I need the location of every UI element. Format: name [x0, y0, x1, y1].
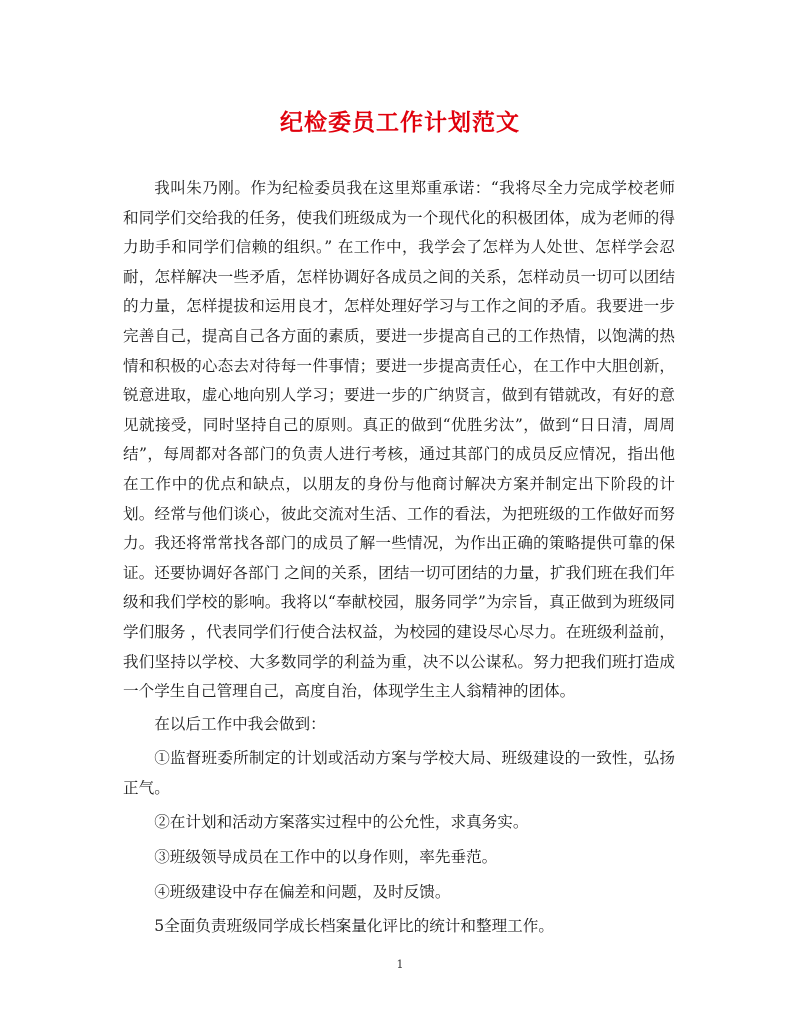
document-body: [123, 174, 675, 942]
list-item-2: ②在计划和活动方案落实过程中的公允性，求真务实。: [154, 813, 529, 832]
paragraph-future-work: 在以后工作中我会做到：: [154, 714, 326, 733]
document-title: 纪检委员工作计划范文: [280, 109, 520, 136]
list-item-4: ④班级建设中存在偏差和问题，及时反馈。: [154, 882, 451, 901]
list-item-5: 5全面负责班级同学成长档案量化评比的统计和整理工作。: [154, 917, 554, 936]
paragraph-intro: 我叫朱乃刚。作为纪检委员我在这里郑重承诺：“我将尽全力完成学校老师和同学们交给我的任务，使我们班级成为一个现代化的积极团体，成为老师的得力助手和同学们信赖的组织。” 在工作中，我学会了怎样为人处世、怎样学会忍耐，怎样解决一些矛盾，怎样协调好各成员之间的关系，怎样动员一切可以团结的力量，怎样提拔和运用良才，怎样处理好学习与工作之间的矛盾。我要进一步完善自己，提高自己各方面的素质，要进一步提高自己的工作热情，以饱满的热情和积极的心态去对待每一件事情；要进一步提高责任心，在工作中大胆创新，锐意进取，虚心地向别人学习；要进一步的广纳贤言，做到有错就改，有好的意见就接受，同时坚持自己的原则。真正的做到“优胜劣汰”，做到“日日清，周周结”，每周都对各部门的负责人进行考核，通过其部门的成员反应情况，指出他在工作中的优点和缺点，以朋友的身份与他商讨解决方案并制定出下阶段的计划。经常与他们谈心，彼此交流对生活、工作的看法，为把班级的工作做好而努力。我还将常常找各部门的成员了解一些情况，为作出正确的策略提供可靠的保证。还要协调好各部门 之间的关系，团结一切可团结的力量，扩我们班在我们年级和我们学校的影响。我将以“奉献校园，服务同学”为宗旨，真正做到为班级同学们服务 ，代表同学们行使合法权益，为校园的建设尽心尽力。在班级利益前，我们坚持以学校、大多数同学的利益为重，决不以公谋私。努力把我们班打造成一个学生自己管理自己，高度自治，体现学生主人翁精神的团体。: [123, 179, 675, 701]
list-item-3: ③班级领导成员在工作中的以身作则，率先垂范。: [154, 848, 498, 867]
list-item-1: ①监督班委所制定的计划或活动方案与学校大局、班级建设的一致性，弘扬正气。: [123, 749, 675, 797]
page-number: 1: [396, 958, 404, 971]
